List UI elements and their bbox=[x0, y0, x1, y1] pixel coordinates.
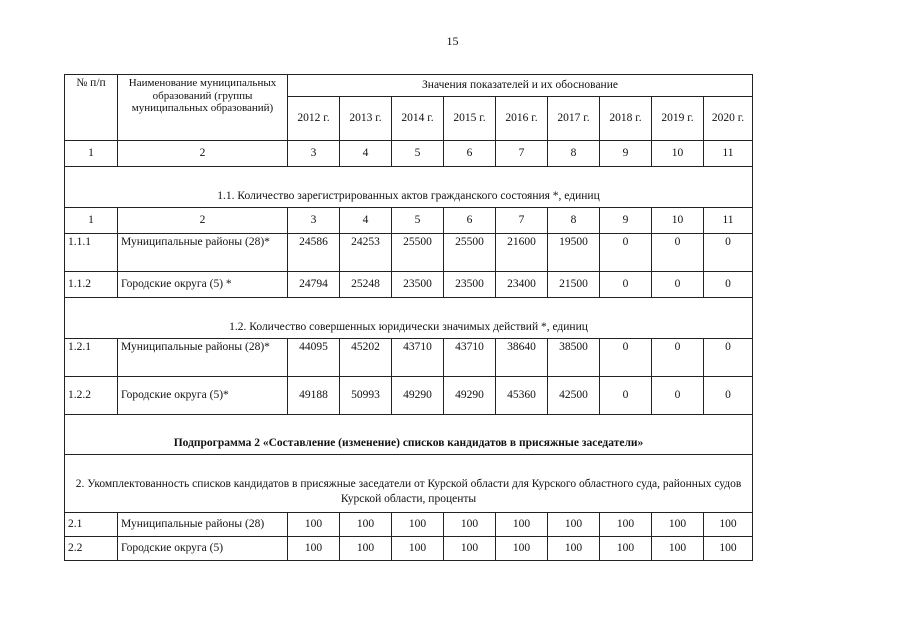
header-col-number: № п/п bbox=[65, 75, 118, 141]
row-value: 100 bbox=[340, 513, 392, 537]
index-cell: 10 bbox=[652, 141, 704, 167]
row-value: 19500 bbox=[548, 234, 600, 272]
row-value: 43710 bbox=[444, 339, 496, 377]
index-cell: 11 bbox=[704, 208, 753, 234]
row-value: 100 bbox=[652, 537, 704, 561]
row-value: 100 bbox=[496, 537, 548, 561]
row-value: 100 bbox=[600, 513, 652, 537]
row-value: 49290 bbox=[392, 377, 444, 415]
row-number: 2.2 bbox=[65, 537, 118, 561]
row-value: 50993 bbox=[340, 377, 392, 415]
section-1-2-title: 1.2. Количество совершенных юридически значимых действий *, единиц bbox=[65, 298, 753, 339]
row-value: 25500 bbox=[392, 234, 444, 272]
table-row bbox=[65, 377, 753, 415]
row-value: 100 bbox=[704, 513, 753, 537]
indicators-table bbox=[64, 74, 753, 561]
row-value: 49188 bbox=[288, 377, 340, 415]
row-value: 0 bbox=[600, 272, 652, 298]
section-2-title: 2. Укомплектованность списков кандидатов в присяжные заседатели от Курской области для Курского областного суда, районных судов Курской области, проценты bbox=[65, 455, 753, 513]
index-cell: 2 bbox=[118, 141, 288, 167]
row-value: 100 bbox=[444, 537, 496, 561]
row-value: 0 bbox=[704, 377, 753, 415]
header-year: 2020 г. bbox=[704, 97, 753, 141]
table-index-row bbox=[65, 141, 753, 167]
row-value: 0 bbox=[600, 339, 652, 377]
row-value: 100 bbox=[444, 513, 496, 537]
row-value: 100 bbox=[652, 513, 704, 537]
row-value: 100 bbox=[392, 537, 444, 561]
table-row bbox=[65, 537, 753, 561]
index-cell: 4 bbox=[340, 208, 392, 234]
row-value: 100 bbox=[288, 513, 340, 537]
row-value: 49290 bbox=[444, 377, 496, 415]
row-name: Муниципальные районы (28)* bbox=[118, 234, 288, 272]
row-value: 0 bbox=[704, 272, 753, 298]
header-year: 2019 г. bbox=[652, 97, 704, 141]
header-year: 2018 г. bbox=[600, 97, 652, 141]
index-cell: 9 bbox=[600, 141, 652, 167]
index-cell: 7 bbox=[496, 141, 548, 167]
row-value: 38640 bbox=[496, 339, 548, 377]
row-number: 1.1.1 bbox=[65, 234, 118, 272]
row-value: 100 bbox=[496, 513, 548, 537]
subprogram-2-title-row bbox=[65, 415, 753, 455]
index-cell: 4 bbox=[340, 141, 392, 167]
header-year: 2015 г. bbox=[444, 97, 496, 141]
index-cell: 8 bbox=[548, 141, 600, 167]
section-1-1-title-row bbox=[65, 167, 753, 208]
section-2-title-row bbox=[65, 455, 753, 513]
row-value: 100 bbox=[548, 537, 600, 561]
row-value: 100 bbox=[340, 537, 392, 561]
row-value: 44095 bbox=[288, 339, 340, 377]
row-value: 23500 bbox=[392, 272, 444, 298]
subprogram-2-title: Подпрограмма 2 «Составление (изменение) списков кандидатов в присяжные заседатели» bbox=[65, 415, 753, 455]
row-name: Городские округа (5) bbox=[118, 537, 288, 561]
row-value: 38500 bbox=[548, 339, 600, 377]
index-cell: 8 bbox=[548, 208, 600, 234]
index-cell: 6 bbox=[444, 141, 496, 167]
row-value: 21600 bbox=[496, 234, 548, 272]
row-value: 0 bbox=[600, 234, 652, 272]
row-value: 23500 bbox=[444, 272, 496, 298]
row-value: 25500 bbox=[444, 234, 496, 272]
index-cell: 9 bbox=[600, 208, 652, 234]
row-value: 100 bbox=[392, 513, 444, 537]
row-number: 1.2.2 bbox=[65, 377, 118, 415]
row-value: 100 bbox=[288, 537, 340, 561]
row-value: 21500 bbox=[548, 272, 600, 298]
row-value: 0 bbox=[652, 339, 704, 377]
row-number: 1.2.1 bbox=[65, 339, 118, 377]
row-value: 24794 bbox=[288, 272, 340, 298]
row-value: 0 bbox=[600, 377, 652, 415]
index-cell: 7 bbox=[496, 208, 548, 234]
row-value: 100 bbox=[548, 513, 600, 537]
table-index-row bbox=[65, 208, 753, 234]
row-value: 42500 bbox=[548, 377, 600, 415]
row-value: 23400 bbox=[496, 272, 548, 298]
index-cell: 3 bbox=[288, 141, 340, 167]
table-row bbox=[65, 513, 753, 537]
index-cell: 3 bbox=[288, 208, 340, 234]
index-cell: 6 bbox=[444, 208, 496, 234]
index-cell: 5 bbox=[392, 141, 444, 167]
header-year: 2017 г. bbox=[548, 97, 600, 141]
table-header-row bbox=[65, 75, 753, 97]
row-value: 45202 bbox=[340, 339, 392, 377]
row-value: 0 bbox=[704, 339, 753, 377]
row-value: 25248 bbox=[340, 272, 392, 298]
index-cell: 2 bbox=[118, 208, 288, 234]
index-cell: 5 bbox=[392, 208, 444, 234]
row-number: 1.1.2 bbox=[65, 272, 118, 298]
index-cell: 1 bbox=[65, 208, 118, 234]
header-col-values: Значения показателей и их обоснование bbox=[288, 75, 753, 97]
row-value: 0 bbox=[652, 234, 704, 272]
header-year: 2013 г. bbox=[340, 97, 392, 141]
row-name: Муниципальные районы (28) bbox=[118, 513, 288, 537]
row-name: Городские округа (5)* bbox=[118, 377, 288, 415]
index-cell: 10 bbox=[652, 208, 704, 234]
row-value: 0 bbox=[652, 377, 704, 415]
row-name: Муниципальные районы (28)* bbox=[118, 339, 288, 377]
page-number: 15 bbox=[446, 34, 459, 48]
header-year: 2012 г. bbox=[288, 97, 340, 141]
row-value: 43710 bbox=[392, 339, 444, 377]
index-cell: 1 bbox=[65, 141, 118, 167]
row-number: 2.1 bbox=[65, 513, 118, 537]
table-row bbox=[65, 339, 753, 377]
row-value: 45360 bbox=[496, 377, 548, 415]
header-year: 2016 г. bbox=[496, 97, 548, 141]
row-value: 100 bbox=[600, 537, 652, 561]
table-row bbox=[65, 272, 753, 298]
section-1-1-title: 1.1. Количество зарегистрированных актов гражданского состояния *, единиц bbox=[65, 167, 753, 208]
row-name: Городские округа (5) * bbox=[118, 272, 288, 298]
row-value: 0 bbox=[704, 234, 753, 272]
row-value: 24586 bbox=[288, 234, 340, 272]
header-year: 2014 г. bbox=[392, 97, 444, 141]
row-value: 0 bbox=[652, 272, 704, 298]
index-cell: 11 bbox=[704, 141, 753, 167]
row-value: 100 bbox=[704, 537, 753, 561]
section-1-2-title-row bbox=[65, 298, 753, 339]
header-col-name: Наименование муниципальных образований (группы муниципальных образований) bbox=[118, 75, 288, 141]
row-value: 24253 bbox=[340, 234, 392, 272]
table-row bbox=[65, 234, 753, 272]
